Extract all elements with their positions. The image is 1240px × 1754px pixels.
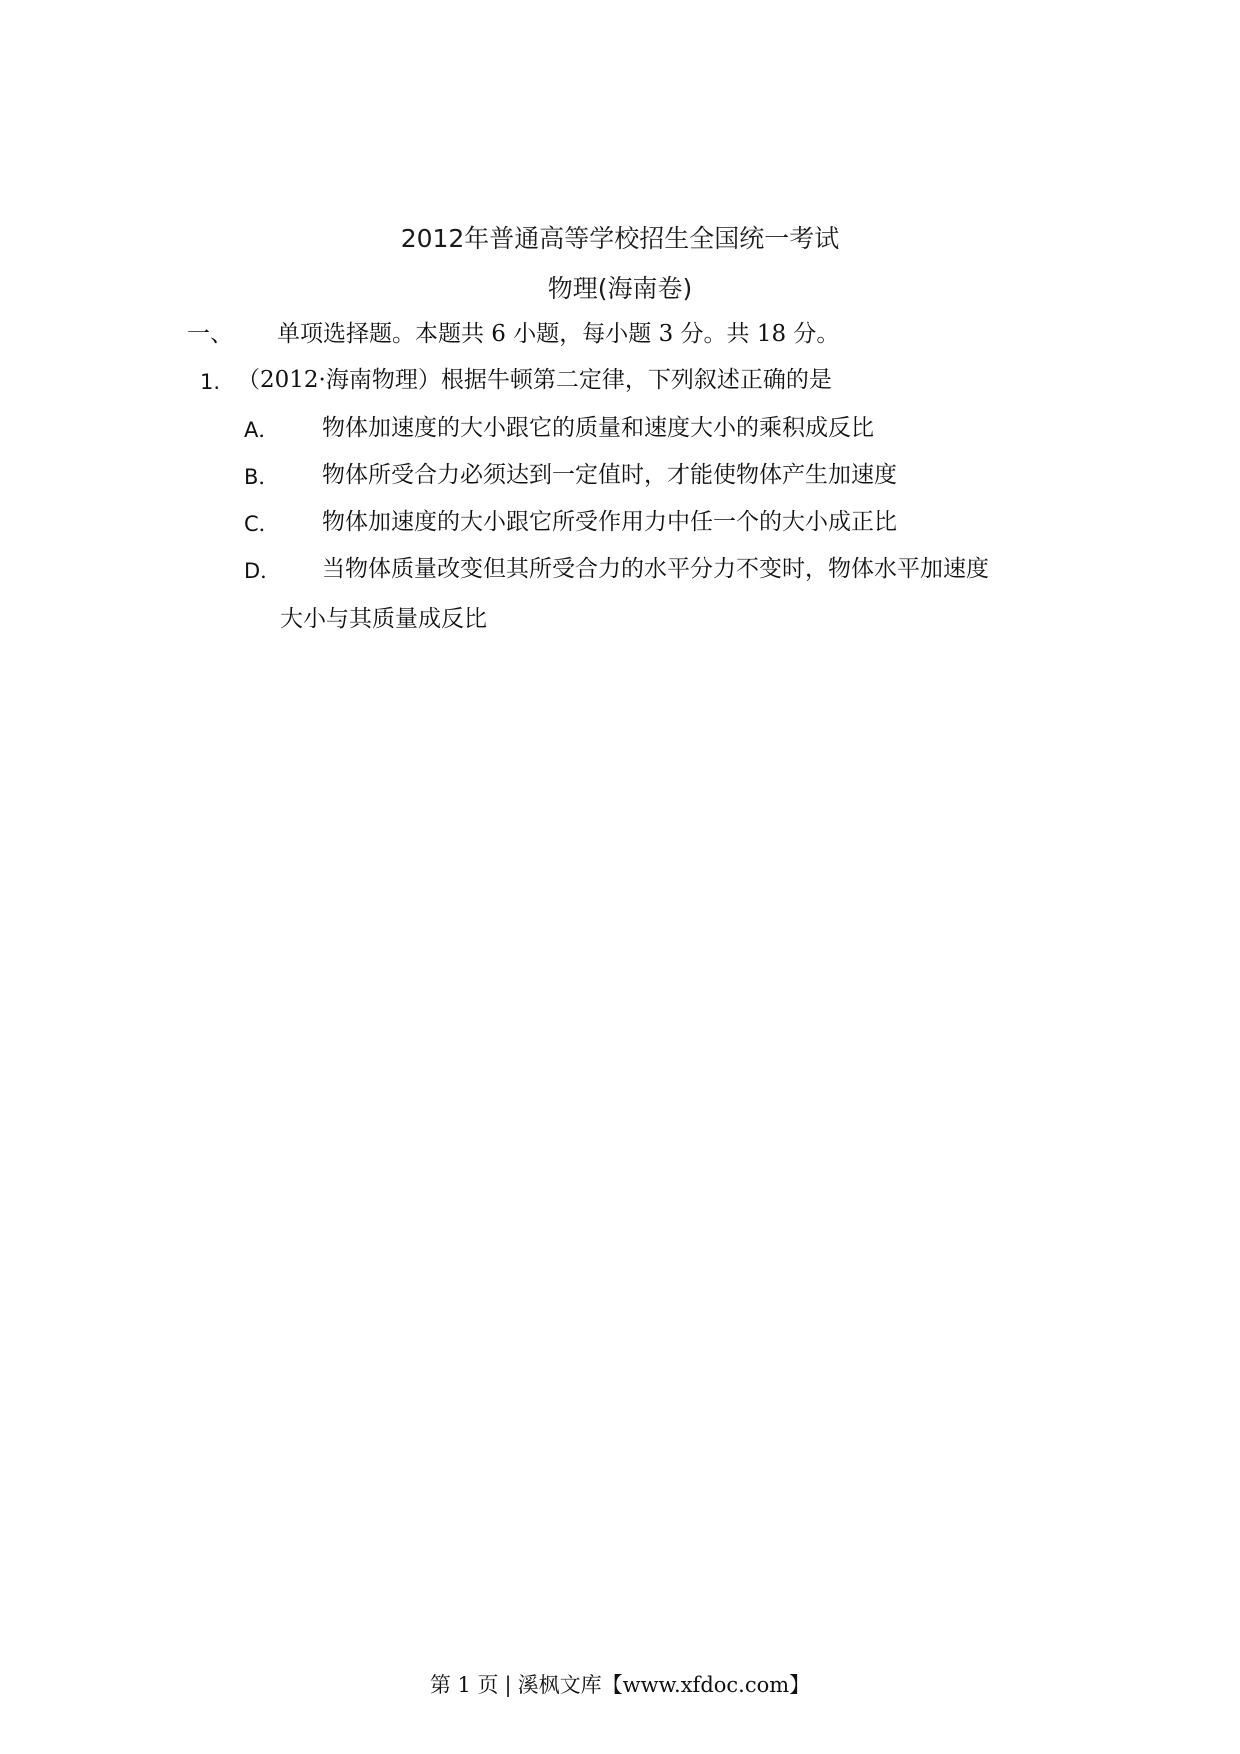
option-b-text: 物体所受合力必须达到一定值时，才能使物体产生加速度 xyxy=(322,462,897,488)
footer-source: 溪枫文库【www.xfdoc.com】 xyxy=(517,1673,811,1697)
page-number: 第 1 页 xyxy=(429,1673,499,1697)
option-d-label: D． xyxy=(244,559,282,583)
option-b-label: B． xyxy=(244,465,280,489)
question-number: 1. xyxy=(200,370,221,394)
option-d-text-continuation: 大小与其质量成反比 xyxy=(280,606,487,632)
option-a-text: 物体加速度的大小跟它的质量和速度大小的乘积成反比 xyxy=(322,415,874,441)
document-subtitle: 物理(海南卷) xyxy=(547,274,693,303)
option-c-label: C． xyxy=(244,512,280,536)
option-d-text: 当物体质量改变但其所受合力的水平分力不变时，物体水平加速度 xyxy=(322,556,989,582)
page-footer xyxy=(0,1670,1240,1700)
option-c-text: 物体加速度的大小跟它所受作用力中任一个的大小成正比 xyxy=(322,509,897,535)
option-a-label: A． xyxy=(244,418,280,442)
question-stem: （2012·海南物理）根据牛顿第二定律，下列叙述正确的是 xyxy=(237,367,832,393)
document-title: 2012年普通高等学校招生全国统一考试 xyxy=(400,224,840,253)
footer-separator: | xyxy=(504,1673,512,1697)
section-marker: 一、 xyxy=(187,321,233,347)
section-instructions: 单项选择题。本题共 6 小题，每小题 3 分。共 18 分。 xyxy=(277,321,840,347)
